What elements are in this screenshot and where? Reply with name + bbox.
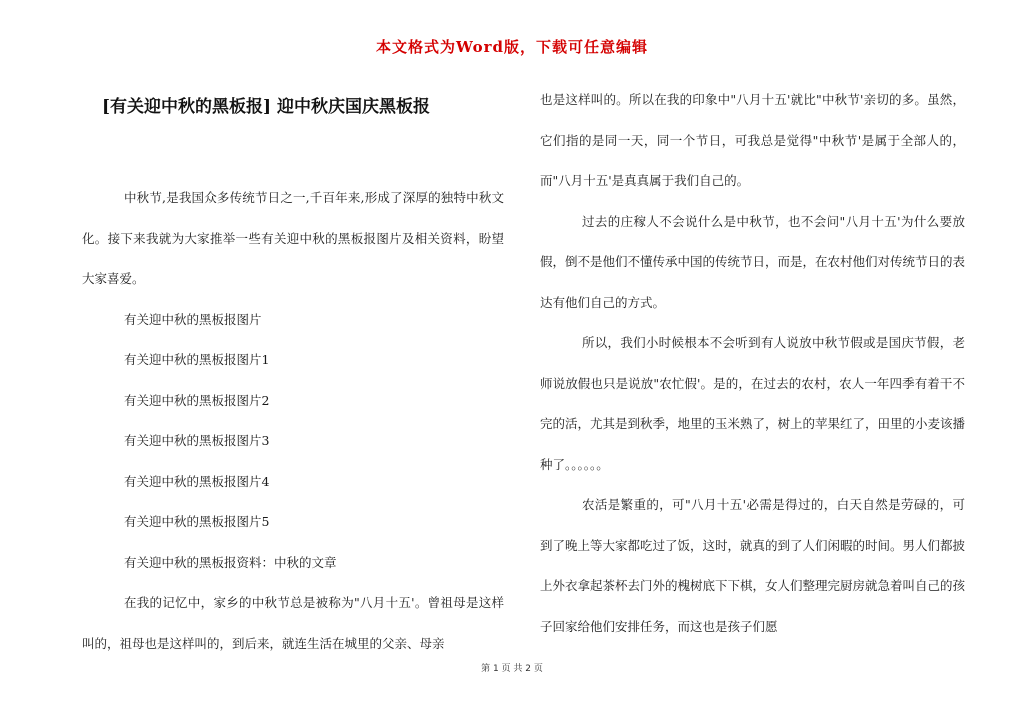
article-paragraph-4: 农活是繁重的，可"八月十五'必需是得过的，白天自然是劳碌的，可到了晚上等大家都吃过了饭，这时，就真的到了人们闲暇的时间。男人们都披上外衣拿起茶杯去门外的槐树底下下棋，女人们整理完厨房就急着叫自己的孩子回家给他们安排任务，而这也是孩子们愿 bbox=[540, 497, 966, 634]
document-title: [有关迎中秋的黑板报] 迎中秋庆国庆黑板报 bbox=[102, 97, 431, 117]
image-caption-4: 有关迎中秋的黑板报图片4 bbox=[124, 473, 270, 489]
right-column bbox=[540, 80, 965, 647]
article-paragraph-2: 过去的庄稼人不会说什么是中秋节，也不会问"八月十五'为什么要放假，倒不是他们不懂传承中国的传统节日，而是，在农村他们对传统节日的表达有他们自己的方式。 bbox=[540, 213, 966, 310]
image-caption-3: 有关迎中秋的黑板报图片3 bbox=[124, 433, 270, 448]
article-paragraph-1-continued: 也是这样叫的。所以在我的印象中"八月十五'就比"中秋节'亲切的多。虽然，它们指的是同一天，同一个节日，可我总是觉得"中秋节'是属于全部人的，而"八月十五'是真真属于我们自己的。 bbox=[540, 92, 965, 188]
article-paragraph-1: 在我的记忆中，家乡的中秋节总是被称为"八月十五'。曾祖母是这样叫的，祖母也是这样叫的，到后来，就连生活在城里的父亲、母亲 bbox=[82, 595, 504, 651]
format-banner: 本文格式为Word版，下载可任意编辑 bbox=[375, 38, 649, 56]
section-heading-article: 有关迎中秋的黑板报资料：中秋的文章 bbox=[124, 554, 337, 570]
image-caption-2: 有关迎中秋的黑板报图片2 bbox=[124, 392, 270, 408]
intro-paragraph: 中秋节,是我国众多传统节日之一,千百年来,形成了深厚的独特中秋文化。接下来我就为大家推举一些有关迎中秋的黑板报图片及相关资料，盼望大家喜爱。 bbox=[82, 190, 504, 286]
section-heading-images: 有关迎中秋的黑板报图片 bbox=[124, 311, 262, 327]
image-caption-5: 有关迎中秋的黑板报图片5 bbox=[124, 514, 270, 529]
article-paragraph-3: 所以，我们小时候根本不会听到有人说放中秋节假或是国庆节假，老师说放假也只是说放"农忙假'。是的，在过去的农村，农人一年四季有着干不完的活，尤其是到秋季，地里的玉米熟了，树上的苹果红了，田里的小麦该播种了。。。。。。 bbox=[540, 335, 966, 472]
image-caption-1: 有关迎中秋的黑板报图片1 bbox=[124, 352, 270, 367]
left-column bbox=[82, 92, 504, 664]
page-number-footer: 第 1 页 共 2 页 bbox=[481, 664, 543, 674]
